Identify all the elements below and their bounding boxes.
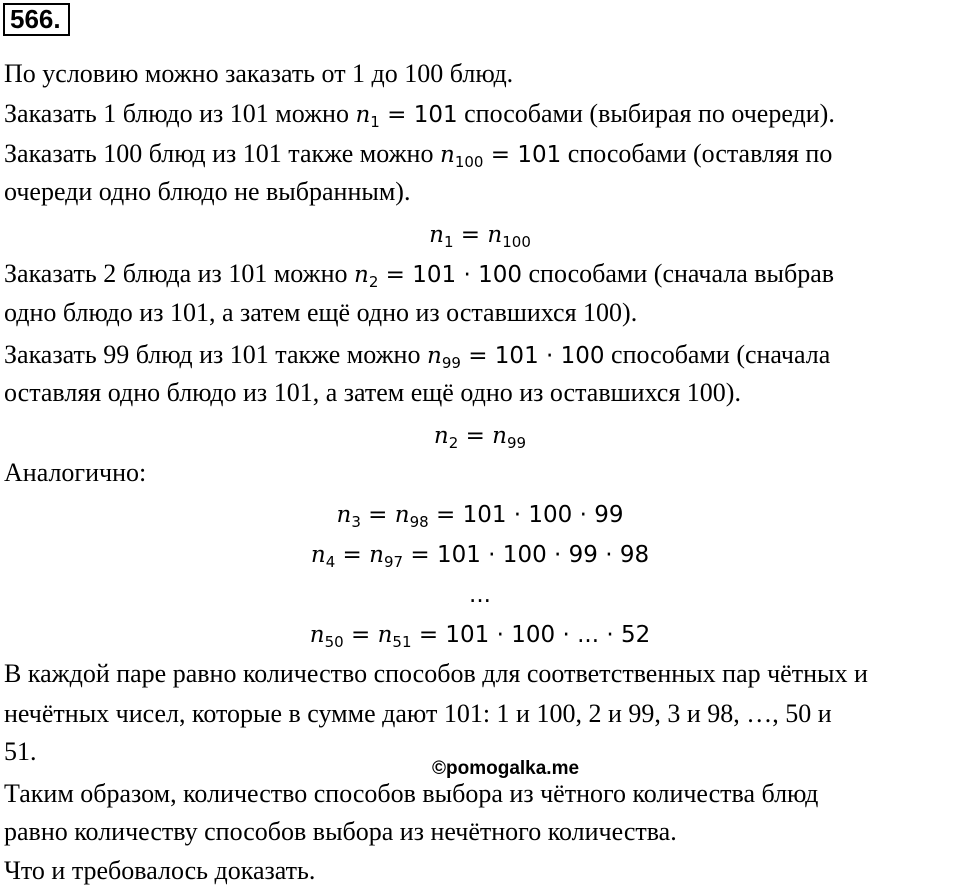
- equation-5: [0, 618, 960, 651]
- text-fragment: Заказать 1 блюдо из 101 можно: [4, 99, 356, 128]
- math-subscript: 2: [368, 273, 379, 291]
- math-subscript: 2: [448, 434, 459, 452]
- text-fragment: способами (оставляя по: [561, 139, 833, 168]
- text-fragment: Заказать 100 блюд из 101 также можно: [4, 139, 440, 168]
- math-variable: n: [426, 343, 442, 369]
- math-variable: n: [354, 262, 369, 288]
- text-line-7: [4, 339, 830, 372]
- math-variable: n: [429, 222, 444, 248]
- text-fragment: Заказать 99 блюд из 101 также можно: [4, 340, 427, 369]
- text-line-12: 51.: [4, 737, 37, 766]
- text-line-1: По условию можно заказать от 1 до 100 блюд.: [4, 59, 514, 88]
- text-line-11: нечётных чисел, которые в сумме дают 101: 1 и 100, 2 и 99, 3 и 98, …, 50 и: [4, 699, 832, 728]
- math-expression: = 101: [483, 142, 562, 168]
- equation-1: [0, 218, 960, 251]
- math-subscript: 3: [351, 513, 361, 531]
- math-subscript: 100: [454, 153, 484, 171]
- text-line-14: равно количеству способов выбора из нечётного количества.: [4, 817, 677, 846]
- math-expression: = 101 · 100: [378, 262, 523, 288]
- math-variable: n: [336, 502, 352, 528]
- math-expression: = 101 · 100: [460, 343, 605, 369]
- math-subscript: 99: [441, 354, 461, 372]
- math-equals: =: [453, 222, 488, 248]
- math-subscript: 99: [507, 434, 527, 452]
- math-variable: n: [492, 423, 507, 449]
- text-fragment: способами (сначала выбрав: [522, 259, 835, 288]
- equation-ellipsis: [0, 578, 960, 611]
- text-fragment: способами (сначала: [604, 340, 831, 369]
- math-subscript: 50: [324, 633, 344, 651]
- text-line-8: оставляя одно блюдо из 101, а затем ещё одно из оставшихся 100).: [4, 378, 741, 407]
- math-subscript: 4: [325, 553, 336, 571]
- text-line-2: [4, 98, 835, 131]
- math-variable: n: [487, 222, 503, 248]
- math-equals: =: [343, 622, 378, 648]
- problem-number: 566.: [3, 3, 70, 36]
- text-line-9: Аналогично:: [4, 458, 147, 487]
- math-variable: n: [439, 142, 455, 168]
- math-expression: = 101 · 100 · ... · 52: [411, 622, 651, 648]
- math-variable: n: [394, 502, 410, 528]
- text-line-5: [4, 258, 834, 291]
- math-ellipsis: ...: [469, 582, 491, 608]
- math-variable: n: [310, 542, 326, 568]
- equation-4: [0, 538, 960, 571]
- text-fragment: Заказать 2 блюда из 101 можно: [4, 259, 354, 288]
- text-line-6: одно блюдо из 101, а затем ещё одно из оставшихся 100).: [4, 298, 638, 327]
- text-line-13: Таким образом, количество способов выбора из чётного количества блюд: [4, 779, 819, 808]
- math-equals: =: [458, 423, 493, 449]
- math-subscript: 1: [443, 233, 454, 251]
- math-variable: n: [377, 622, 393, 648]
- math-expression: = 101 · 100 · 99: [428, 502, 624, 528]
- text-line-10: В каждой паре равно количество способов для соответственных пар чётных и: [4, 659, 868, 688]
- math-subscript: 51: [392, 633, 412, 651]
- math-subscript: 1: [370, 113, 380, 131]
- math-variable: n: [309, 622, 325, 648]
- equation-3: [0, 498, 960, 531]
- text-line-3: [4, 138, 832, 171]
- text-line-4: очереди одно блюдо не выбранным).: [4, 177, 411, 206]
- math-subscript: 100: [502, 233, 531, 251]
- math-subscript: 98: [409, 513, 429, 531]
- math-subscript: 97: [383, 553, 404, 571]
- math-expression: = 101 · 100 · 99 · 98: [403, 542, 650, 568]
- math-variable: n: [433, 423, 449, 449]
- watermark: ©pomogalka.me: [432, 758, 580, 779]
- math-expression: = 101: [379, 102, 458, 128]
- math-variable: n: [355, 102, 371, 128]
- math-variable: n: [369, 542, 384, 568]
- text-line-15: Что и требовалось доказать.: [4, 856, 316, 885]
- math-equals: =: [335, 542, 370, 568]
- math-equals: =: [360, 502, 395, 528]
- text-fragment: способами (выбирая по очереди).: [457, 99, 835, 128]
- equation-2: [0, 419, 960, 452]
